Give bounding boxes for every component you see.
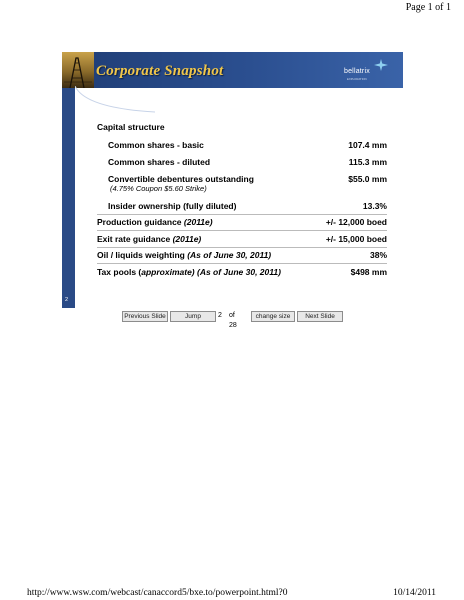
- logo-subtext: EXPLORATION: [347, 77, 367, 81]
- row-value: +/- 15,000 boed: [325, 234, 387, 244]
- row-sublabel: (4.75% Coupon $5.60 Strike): [110, 184, 207, 193]
- slide-number: 2: [65, 297, 69, 303]
- row-label: Common shares - diluted: [108, 157, 211, 167]
- slide-title: Corporate Snapshot: [96, 63, 224, 79]
- previous-slide-button[interactable]: Previous Slide: [122, 311, 168, 322]
- divider: [97, 263, 387, 264]
- jump-button[interactable]: Jump: [170, 311, 216, 322]
- section-heading: Capital structure: [97, 122, 165, 132]
- row-label: Exit rate guidance (2011e): [97, 234, 202, 244]
- page-indicator: Page 1 of 1: [405, 2, 451, 13]
- table-row: [97, 234, 387, 246]
- star-logo-icon: [374, 59, 388, 71]
- row-value: 115.3 mm: [348, 157, 387, 167]
- row-value: $55.0 mm: [348, 174, 387, 184]
- row-label: Production guidance (2011e): [97, 217, 213, 227]
- slide-sidebar: [62, 52, 75, 308]
- section-heading-row: [97, 122, 387, 134]
- row-value: 107.4 mm: [348, 140, 387, 150]
- logo-text: bellatrix: [344, 68, 370, 75]
- table-row: [97, 174, 387, 196]
- company-logo: [344, 60, 394, 82]
- next-slide-button[interactable]: Next Slide: [297, 311, 343, 322]
- footer-date: 10/14/2011: [393, 588, 436, 598]
- table-row: [97, 217, 387, 229]
- change-size-button[interactable]: change size: [251, 311, 295, 322]
- row-label: Oil / liquids weighting (As of June 30, 2011): [97, 250, 272, 260]
- row-label: Convertible debentures outstanding: [108, 174, 254, 184]
- current-slide-number[interactable]: 2: [218, 312, 222, 319]
- table-row: [97, 201, 387, 213]
- row-value: $498 mm: [350, 267, 387, 277]
- table-row: [97, 267, 387, 279]
- table-row: [97, 250, 387, 262]
- header-swoosh: [75, 86, 155, 116]
- footer-url: http://www.wsw.com/webcast/canaccord5/bxe.to/powerpoint.html?0: [27, 588, 288, 598]
- slide: [62, 52, 403, 308]
- row-label: Tax pools (approximate) (As of June 30, 2011): [97, 267, 281, 277]
- row-value: 38%: [369, 250, 387, 260]
- row-value: +/- 12,000 boed: [325, 217, 387, 227]
- divider: [97, 247, 387, 248]
- row-label: Insider ownership (fully diluted): [108, 201, 237, 211]
- table-row: [97, 157, 387, 169]
- total-slides: of 28: [229, 312, 237, 329]
- divider: [97, 230, 387, 231]
- table-row: [97, 140, 387, 152]
- slide-header: [62, 52, 403, 88]
- divider: [97, 214, 387, 215]
- oil-derrick-icon: [62, 52, 94, 88]
- row-label: Common shares - basic: [108, 140, 204, 150]
- row-value: 13.3%: [362, 201, 387, 211]
